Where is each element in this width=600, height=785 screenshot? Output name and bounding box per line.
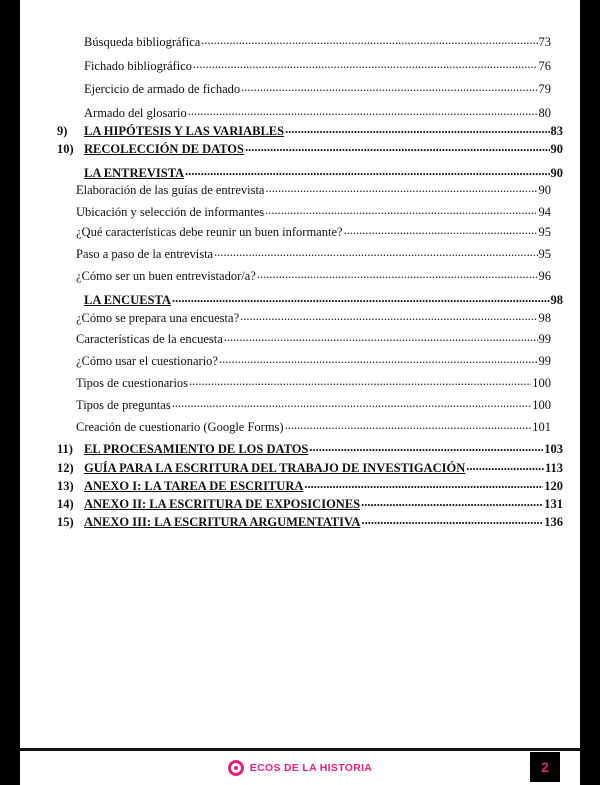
dot-leader	[189, 374, 531, 387]
toc-entry-page: 90	[538, 182, 551, 197]
toc-entry[interactable]	[76, 203, 551, 220]
toc-entry-page: 98	[550, 292, 563, 307]
toc-entry[interactable]	[76, 309, 551, 326]
toc-entry-title: GUÍA PARA LA ESCRITURA DEL TRABAJO DE INVESTIGACIÓN	[84, 460, 466, 475]
toc-entry-page: 94	[538, 204, 551, 219]
page-number-badge: 2	[530, 752, 560, 782]
toc-entry-title: ¿Cómo se prepara una encuesta?	[76, 310, 240, 325]
toc-entry-page: 103	[544, 441, 563, 456]
dot-leader	[344, 223, 538, 236]
dot-leader	[361, 495, 543, 508]
toc-entry-title: ¿Cómo ser un buen entrevistador/a?	[76, 268, 256, 283]
toc-entry-title: ANEXO I: LA TAREA DE ESCRITURA	[84, 478, 304, 493]
toc-entry[interactable]	[76, 181, 551, 198]
toc-entry-page: 76	[538, 58, 551, 73]
dot-leader	[240, 309, 537, 322]
toc-entry[interactable]	[84, 291, 563, 308]
dot-leader	[361, 513, 543, 526]
toc-entry-number: 15)	[57, 514, 74, 529]
toc-entry[interactable]	[84, 33, 551, 50]
toc-entry-number: 9)	[57, 123, 68, 138]
toc-entry-page: 73	[538, 34, 551, 49]
dot-leader	[285, 418, 532, 431]
dot-leader	[285, 122, 549, 135]
toc-entry-page: 95	[538, 224, 551, 239]
toc-entry[interactable]	[57, 440, 563, 457]
toc-entry-page: 90	[550, 165, 563, 180]
toc-entry[interactable]	[57, 122, 563, 139]
dot-leader	[245, 140, 550, 153]
toc-entry[interactable]	[84, 80, 551, 97]
toc-entry-page: 100	[532, 375, 551, 390]
toc-entry-page: 96	[538, 268, 551, 283]
footer	[20, 751, 580, 785]
dot-leader	[185, 164, 549, 177]
circle-logo-icon	[228, 760, 244, 776]
toc-entry-page: 100	[532, 397, 551, 412]
toc-entry-page: 101	[532, 419, 551, 434]
dot-leader	[219, 352, 538, 365]
toc-entry-title: Armado del glosario	[84, 105, 187, 120]
brand-logo	[228, 760, 372, 776]
toc-entry-title: Búsqueda bibliográfica	[84, 34, 201, 49]
dot-leader	[265, 181, 537, 194]
dot-leader	[201, 33, 537, 46]
toc-entry[interactable]	[76, 267, 551, 284]
toc-entry-page: 136	[544, 514, 563, 529]
dot-leader	[265, 203, 537, 216]
dot-leader	[214, 245, 537, 258]
document-page	[20, 0, 580, 785]
toc-entry-title: ¿Qué características debe reunir un buen informante?	[76, 224, 343, 239]
toc-entry-page: 79	[538, 81, 551, 96]
toc-entry-page: 120	[544, 478, 563, 493]
toc-entry-title: ANEXO III: LA ESCRITURA ARGUMENTATIVA	[84, 514, 361, 529]
toc-entry-title: LA ENCUESTA	[84, 292, 171, 307]
dot-leader	[241, 80, 537, 93]
toc-entry[interactable]	[57, 513, 563, 530]
toc-entry-page: 90	[550, 141, 563, 156]
toc-entry[interactable]	[76, 223, 551, 240]
toc-entry-title: Creación de cuestionario (Google Forms)	[76, 419, 284, 434]
toc-entry-title: LA HIPÓTESIS Y LAS VARIABLES	[84, 123, 285, 138]
toc-entry-page: 99	[538, 353, 551, 368]
toc-entry[interactable]	[76, 245, 551, 262]
dot-leader	[304, 477, 543, 490]
toc-entry-title: LA ENTREVISTA	[84, 165, 185, 180]
toc-entry[interactable]	[57, 477, 563, 494]
toc-entry[interactable]	[57, 140, 563, 157]
toc-entry[interactable]	[84, 104, 551, 121]
toc-entry-page: 98	[538, 310, 551, 325]
toc-entry-number: 12)	[57, 460, 74, 475]
toc-entry-title: Paso a paso de la entrevista	[76, 246, 214, 261]
toc-entry[interactable]	[57, 459, 563, 476]
toc-entry-page: 113	[544, 460, 563, 475]
dot-leader	[172, 291, 550, 304]
toc-entry-title: Ejercicio de armado de fichado	[84, 81, 241, 96]
toc-entry[interactable]	[57, 495, 563, 512]
toc-entry[interactable]	[76, 396, 551, 413]
toc-entry-page: 131	[544, 496, 563, 511]
dot-leader	[257, 267, 538, 280]
toc-entry-number: 10)	[57, 141, 74, 156]
toc-entry-number: 14)	[57, 496, 74, 511]
toc-entry-page: 83	[550, 123, 563, 138]
toc-entry-number: 11)	[57, 441, 73, 456]
toc-entry-page: 99	[538, 331, 551, 346]
toc-entry[interactable]	[76, 418, 551, 435]
dot-leader	[224, 330, 538, 343]
toc-entry-title: Ubicación y selección de informantes	[76, 204, 265, 219]
toc-entry[interactable]	[84, 164, 563, 181]
toc-entry-title: RECOLECCIÓN DE DATOS	[84, 141, 244, 156]
toc-entry-number: 13)	[57, 478, 74, 493]
dot-leader	[466, 459, 544, 472]
toc-entry-title: Elaboración de las guías de entrevista	[76, 182, 265, 197]
dot-leader	[188, 104, 538, 117]
toc-entry-title: Características de la encuesta	[76, 331, 223, 346]
toc-entry[interactable]	[76, 352, 551, 369]
toc-entry-title: EL PROCESAMIENTO DE LOS DATOS	[84, 441, 309, 456]
dot-leader	[193, 57, 538, 70]
toc-entry-page: 95	[538, 246, 551, 261]
dot-leader	[309, 440, 543, 453]
toc-entry-title: ¿Cómo usar el cuestionario?	[76, 353, 218, 368]
toc-entry[interactable]	[84, 57, 551, 74]
brand-name: ECOS DE LA HISTORIA	[249, 762, 373, 774]
dot-leader	[172, 396, 532, 409]
toc-entry[interactable]	[76, 330, 551, 347]
toc-entry-title: ANEXO II: LA ESCRITURA DE EXPOSICIONES	[84, 496, 361, 511]
toc-entry-title: Fichado bibliográfico	[84, 58, 192, 73]
toc-entry-title: Tipos de preguntas	[76, 397, 171, 412]
toc-entry-title: Tipos de cuestionarios	[76, 375, 189, 390]
toc-entry[interactable]	[76, 374, 551, 391]
toc-entry-page: 80	[538, 105, 551, 120]
